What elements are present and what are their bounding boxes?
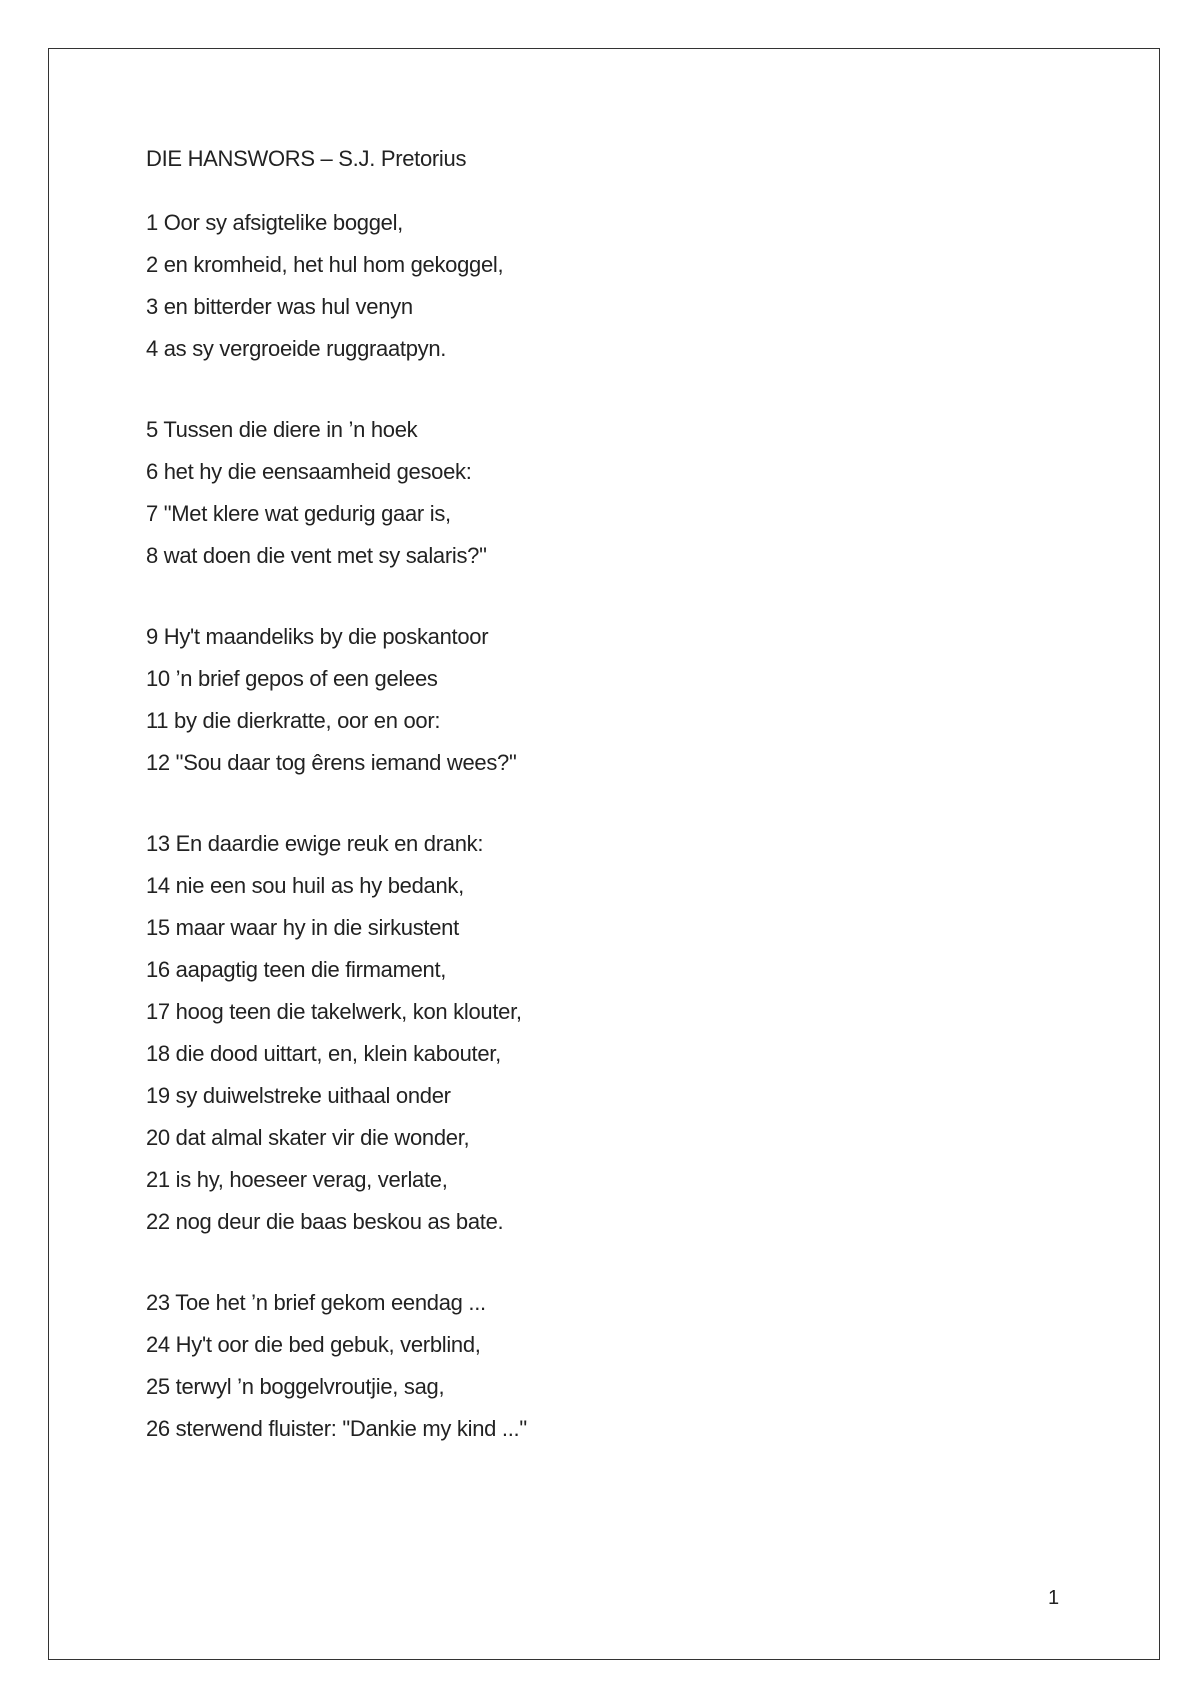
poem-line: 13 En daardie ewige reuk en drank: bbox=[146, 831, 484, 856]
stanza-1 bbox=[146, 202, 846, 370]
poem-line: 23 Toe het ’n brief gekom eendag ... bbox=[146, 1290, 486, 1315]
poem-line: 11 by die dierkratte, oor en oor: bbox=[146, 708, 441, 733]
poem-body bbox=[146, 202, 846, 1489]
poem-line: 2 en kromheid, het hul hom gekoggel, bbox=[146, 252, 504, 277]
poem-line: 4 as sy vergroeide ruggraatpyn. bbox=[146, 336, 447, 361]
poem-line: 9 Hy't maandeliks by die poskantoor bbox=[146, 624, 489, 649]
poem-line: 16 aapagtig teen die firmament, bbox=[146, 957, 447, 982]
stanza-5 bbox=[146, 1282, 846, 1450]
poem-line: 20 dat almal skater vir die wonder, bbox=[146, 1125, 470, 1150]
stanza-4 bbox=[146, 823, 846, 1243]
poem-line: 8 wat doen die vent met sy salaris?" bbox=[146, 543, 487, 568]
poem-line: 26 sterwend fluister: "Dankie my kind ..." bbox=[146, 1416, 527, 1441]
poem-line: 3 en bitterder was hul venyn bbox=[146, 294, 413, 319]
poem-line: 7 "Met klere wat gedurig gaar is, bbox=[146, 501, 451, 526]
poem-line: 17 hoog teen die takelwerk, kon klouter, bbox=[146, 999, 522, 1024]
poem-line: 19 sy duiwelstreke uithaal onder bbox=[146, 1083, 451, 1108]
stanza-3 bbox=[146, 616, 846, 784]
poem-line: 10 ’n brief gepos of een gelees bbox=[146, 666, 438, 691]
poem-line: 5 Tussen die diere in ’n hoek bbox=[146, 417, 418, 442]
poem-line: 22 nog deur die baas beskou as bate. bbox=[146, 1209, 504, 1234]
poem-line: 25 terwyl ’n boggelvroutjie, sag, bbox=[146, 1374, 445, 1399]
poem-title: DIE HANSWORS – S.J. Pretorius bbox=[146, 146, 467, 171]
stanza-2 bbox=[146, 409, 846, 577]
poem-line: 1 Oor sy afsigtelike boggel, bbox=[146, 210, 403, 235]
poem-line: 21 is hy, hoeseer verag, verlate, bbox=[146, 1167, 448, 1192]
poem-line: 6 het hy die eensaamheid gesoek: bbox=[146, 459, 472, 484]
poem-line: 14 nie een sou huil as hy bedank, bbox=[146, 873, 464, 898]
poem-line: 15 maar waar hy in die sirkustent bbox=[146, 915, 459, 940]
page-number: 1 bbox=[1048, 1587, 1060, 1609]
poem-line: 12 "Sou daar tog êrens iemand wees?" bbox=[146, 750, 517, 775]
poem-line: 18 die dood uittart, en, klein kabouter, bbox=[146, 1041, 501, 1066]
poem-line: 24 Hy't oor die bed gebuk, verblind, bbox=[146, 1332, 481, 1357]
